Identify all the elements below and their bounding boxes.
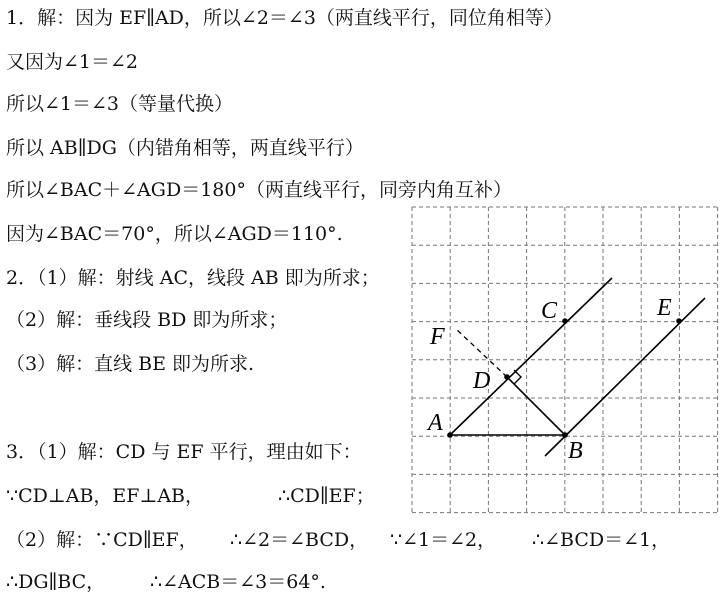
point-d — [504, 374, 510, 380]
line-3-3d: ∴∠BCD＝∠1， — [532, 529, 671, 551]
point-a — [447, 432, 453, 438]
line-3-3a: （2）解：∵CD∥EF， — [6, 529, 198, 551]
line-1-1: 1．解：因为 EF∥AD，所以∠2＝∠3（两直线平行，同位角相等） — [6, 7, 563, 29]
label-b: B — [568, 438, 583, 464]
segment-bd — [507, 377, 565, 435]
line-3-2a: ∵CD⊥AB，EF⊥AB， — [6, 485, 205, 507]
label-f: F — [430, 324, 445, 350]
line-3-3c: ∵∠1＝∠2， — [390, 529, 497, 551]
line-3-2b: ∴CD∥EF； — [278, 485, 375, 507]
line-1-4: 所以 AB∥DG（内错角相等，两直线平行） — [6, 137, 364, 159]
ray-ac — [450, 278, 612, 435]
line-3-1: 3．（1）解：CD 与 EF 平行，理由如下： — [6, 441, 362, 463]
line-1-2: 又因为∠1＝∠2 — [6, 51, 139, 73]
line-2-3: （3）解：直线 BE 即为所求. — [6, 353, 255, 375]
point-c — [562, 318, 568, 324]
label-d: D — [473, 368, 491, 394]
dashed-grid — [412, 207, 718, 513]
point-b — [562, 432, 568, 438]
label-e: E — [657, 295, 672, 321]
line-1-6: 因为∠BAC＝70°，所以∠AGD＝110°. — [6, 223, 343, 245]
line-3-4a: ∴DG∥BC， — [6, 571, 106, 593]
line-3-3b: ∴∠2＝∠BCD， — [230, 529, 369, 551]
line-2-2: （2）解：垂线段 BD 即为所求； — [6, 309, 288, 331]
point-e — [676, 318, 682, 324]
label-a: A — [428, 410, 443, 436]
line-1-5: 所以∠BAC＋∠AGD＝180°（两直线平行，同旁内角互补） — [6, 179, 512, 201]
line-2-1: 2．（1）解：射线 AC，线段 AB 即为所求； — [6, 267, 380, 289]
line-3-4b: ∴∠ACB＝∠3＝64°. — [150, 571, 326, 593]
label-c: C — [541, 298, 558, 324]
line-1-3: 所以∠1＝∠3（等量代换） — [6, 93, 234, 115]
